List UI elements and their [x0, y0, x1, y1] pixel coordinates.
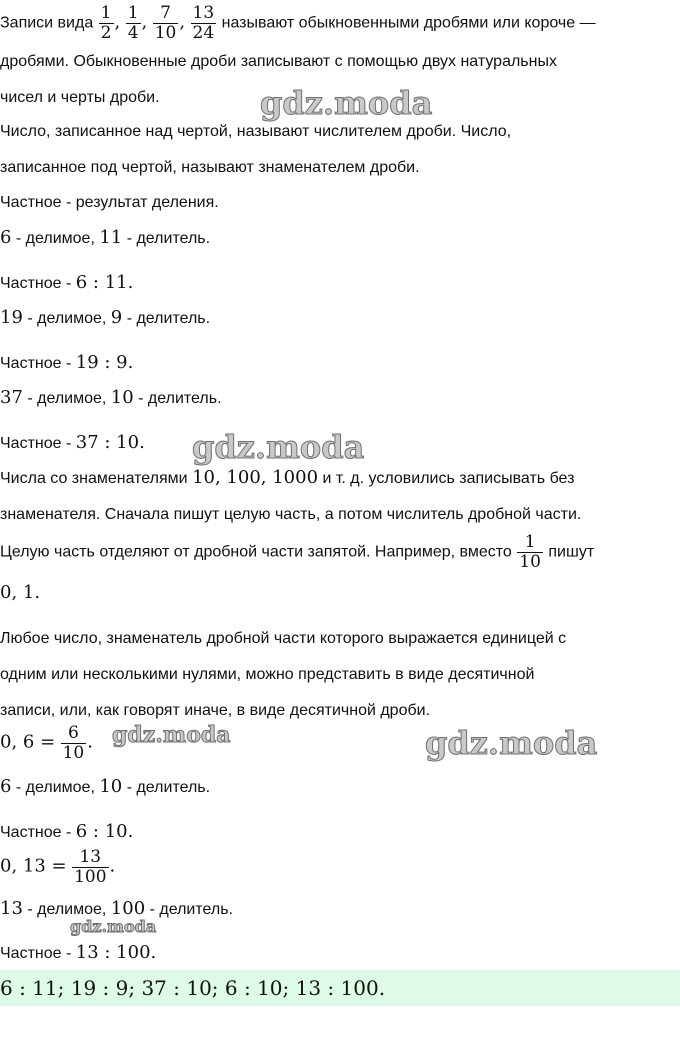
watermark: gdz.moda — [260, 84, 433, 122]
example-dividend-divisor: 6 - делимое, 11 - делитель. — [0, 227, 211, 248]
decimals-line-2: знаменателя. Сначала пишут целую часть, а потом числитель дробной части. — [0, 506, 582, 523]
fraction: $\frac{7}{10}$ — [154, 3, 177, 43]
quotient-definition: Частное - результат деления. — [0, 194, 219, 211]
decimals-line-5: Любое число, знаменатель дробной части которого выражается единицей с — [0, 630, 567, 647]
decimals-line-4: 0, 1. — [0, 582, 41, 603]
fraction: $\frac{13}{100}$ — [74, 847, 107, 887]
example-quotient: Частное - 6 : 11. — [0, 272, 134, 293]
decimals-line-3: Целую часть отделяют от дробной части запятой. Например, вместо $\frac{1}{10}$ пишут — [0, 532, 595, 572]
decimals-line-1: Числа со знаменателями 10, 100, 1000 и т. д. условились записывать без — [0, 467, 575, 488]
intro-line-1: Записи вида $\frac{1}{2}$ , $\frac{1}{4}$ , $\frac{7}{10}$ , $\frac{13}{24}$ называют обыкновенными дробями или короче — — [0, 3, 596, 43]
example-dividend-divisor: 13 - делимое, 100 - делитель. — [0, 898, 233, 919]
numerator-definition: Число, записанное над чертой, называют числителем дроби. Число, — [0, 123, 512, 140]
equation-0-13: 0, 13 = $\frac{13}{100}$ . — [0, 847, 116, 887]
example-dividend-divisor: 6 - делимое, 10 - делитель. — [0, 776, 211, 797]
decimals-line-6: одним или несколькими нулями, можно представить в виде десятичной — [0, 666, 535, 683]
intro-line-3: чисел и черты дроби. — [0, 89, 160, 106]
fraction: $\frac{13}{24}$ — [192, 3, 215, 43]
fraction: $\frac{1}{2}$ — [100, 3, 112, 43]
example-quotient: Частное - 6 : 10. — [0, 821, 134, 842]
fraction: $\frac{6}{10}$ — [62, 723, 85, 763]
intro-line-2: дробями. Обыкновенные дроби записывают с помощью двух натуральных — [0, 53, 557, 70]
decimals-line-7: записи, или, как говорят иначе, в виде десятичной дроби. — [0, 702, 431, 719]
answer-text: 6 : 11; 19 : 9; 37 : 10; 6 : 10; 13 : 100. — [0, 976, 386, 1000]
answer-box — [0, 970, 680, 1006]
denominator-definition: записанное под чертой, называют знаменателем дроби. — [0, 159, 420, 176]
watermark: gdz.moda — [70, 917, 157, 936]
fraction: $\frac{1}{4}$ — [127, 3, 139, 43]
example-dividend-divisor: 37 - делимое, 10 - делитель. — [0, 387, 222, 408]
example-quotient: Частное - 19 : 9. — [0, 352, 134, 373]
example-dividend-divisor: 19 - делимое, 9 - делитель. — [0, 307, 211, 328]
example-quotient: Частное - 13 : 100. — [0, 942, 157, 963]
watermark: gdz.moda — [192, 428, 365, 466]
watermark: gdz.moda — [425, 724, 598, 762]
fraction: $\frac{1}{10}$ — [519, 532, 541, 572]
intro-before: Записи вида — [0, 14, 94, 32]
watermark: gdz.moda — [112, 722, 231, 748]
equation-0-6: 0, 6 = $\frac{6}{10}$ . — [0, 723, 93, 763]
intro-after: называют обыкновенными дробями или короче — — [221, 14, 596, 32]
example-quotient: Частное - 37 : 10. — [0, 432, 145, 453]
